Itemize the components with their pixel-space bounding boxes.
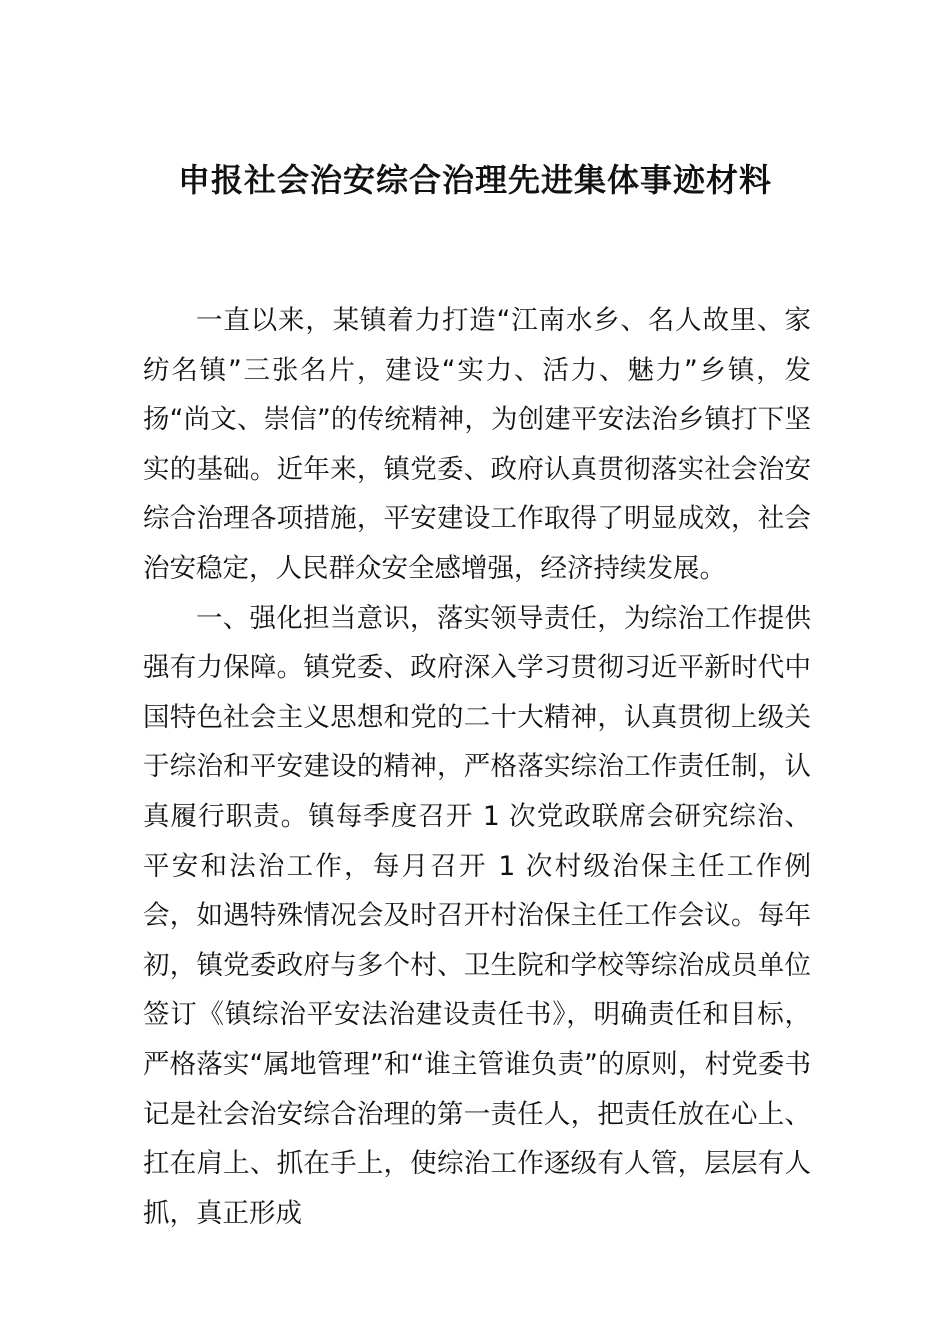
document-body [143, 296, 811, 1238]
document-title: 申报社会治安综合治理先进集体事迹材料 [177, 161, 772, 199]
paragraph-intro: 一直以来，某镇着力打造“江南水乡、名人故里、家纺名镇”三张名片，建设“实力、活力、魅力”乡镇，发扬“尚文、崇信”的传统精神，为创建平安法治乡镇打下坚实的基础。近年来，镇党委、政府认真贯彻落实社会治安综合治理各项措施，平安建设工作取得了明显成效，社会治安稳定，人民群众安全感增强，经济持续发展。 [143, 305, 811, 584]
paragraph-section-one: 一、强化担当意识，落实领导责任，为综治工作提供强有力保障。镇党委、政府深入学习贯彻习近平新时代中国特色社会主义思想和党的二十大精神，认真贯彻上级关于综治和平安建设的精神，严格落实综治工作责任制，认真履行职责。镇每季度召开 1 次党政联席会研究综治、平安和法治工作，每月召开 1 次村级治保主任工作例会，如遇特殊情况会及时召开村治保主任工作会议。每年初，镇党委政府与多个村、卫生院和学校等综治成员单位签订《镇综治平安法治建设责任书》，明确责任和目标，严格落实“属地管理”和“谁主管谁负责”的原则，村党委书记是社会治安综合治理的第一责任人，把责任放在心上、扛在肩上、抓在手上，使综治工作逐级有人管，层层有人抓，真正形成 [143, 602, 811, 1229]
